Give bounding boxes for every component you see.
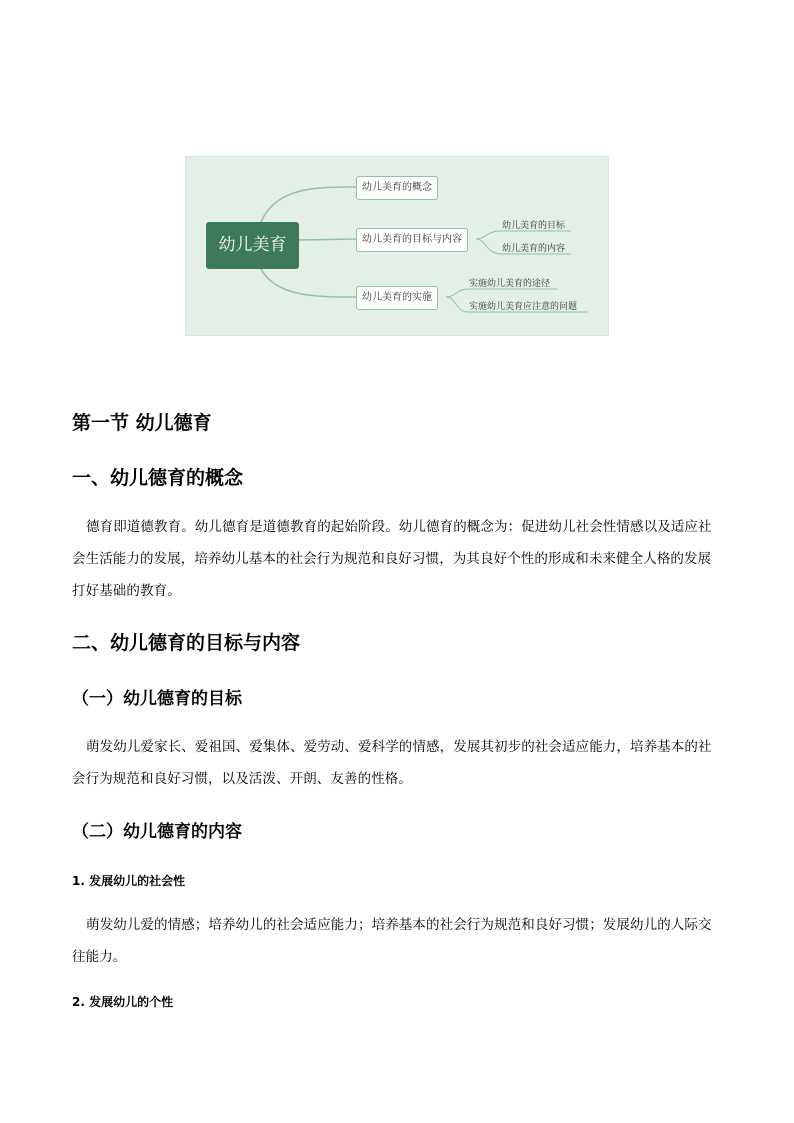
mind-map-root: 幼儿美育 xyxy=(206,222,299,269)
section-title: 第一节 幼儿德育 xyxy=(72,412,212,434)
heading-personality: 2. 发展幼儿的个性 xyxy=(72,995,174,1009)
heading-content: （二）幼儿德育的内容 xyxy=(72,822,242,842)
leaf-ways: 实施幼儿美育的途径 xyxy=(469,279,551,289)
paragraph-social: 萌发幼儿爱的情感；培养幼儿的社会适应能力；培养基本的社会行为规范和良好习惯；发展幼儿的人际交往能力。 xyxy=(72,917,712,965)
leaf-content: 幼儿美育的内容 xyxy=(502,244,566,254)
connector-branch-2 xyxy=(299,239,356,240)
branch-implementation: 幼儿美育的实施 xyxy=(356,286,438,310)
heading-goals-content: 二、幼儿德育的目标与内容 xyxy=(72,632,301,654)
leaf-goal: 幼儿美育的目标 xyxy=(502,221,566,231)
connector-branch-1 xyxy=(261,187,356,222)
connector-branch-3 xyxy=(261,269,356,297)
heading-concept: 一、幼儿德育的概念 xyxy=(72,467,244,489)
mind-map xyxy=(185,156,609,336)
branch-goals-content: 幼儿美育的目标与内容 xyxy=(356,228,468,252)
paragraph-goals: 萌发幼儿爱家长、爱祖国、爱集体、爱劳动、爱科学的情感，发展其初步的社会适应能力，培养基本的社会行为规范和良好习惯，以及活泼、开朗、友善的性格。 xyxy=(72,739,712,787)
branch-concept: 幼儿美育的概念 xyxy=(356,176,438,200)
heading-goals: （一）幼儿德育的目标 xyxy=(72,689,242,709)
leaf-issues: 实施幼儿美育应注意的问题 xyxy=(469,302,578,312)
paragraph-concept: 德育即道德教育。幼儿德育是道德教育的起始阶段。幼儿德育的概念为：促进幼儿社会性情感以及适应社会生活能力的发展，培养幼儿基本的社会行为规范和良好习惯，为其良好个性的形成和未来健全人格的发展打好基础的教育。 xyxy=(72,519,712,599)
heading-social: 1. 发展幼儿的社会性 xyxy=(72,874,186,888)
